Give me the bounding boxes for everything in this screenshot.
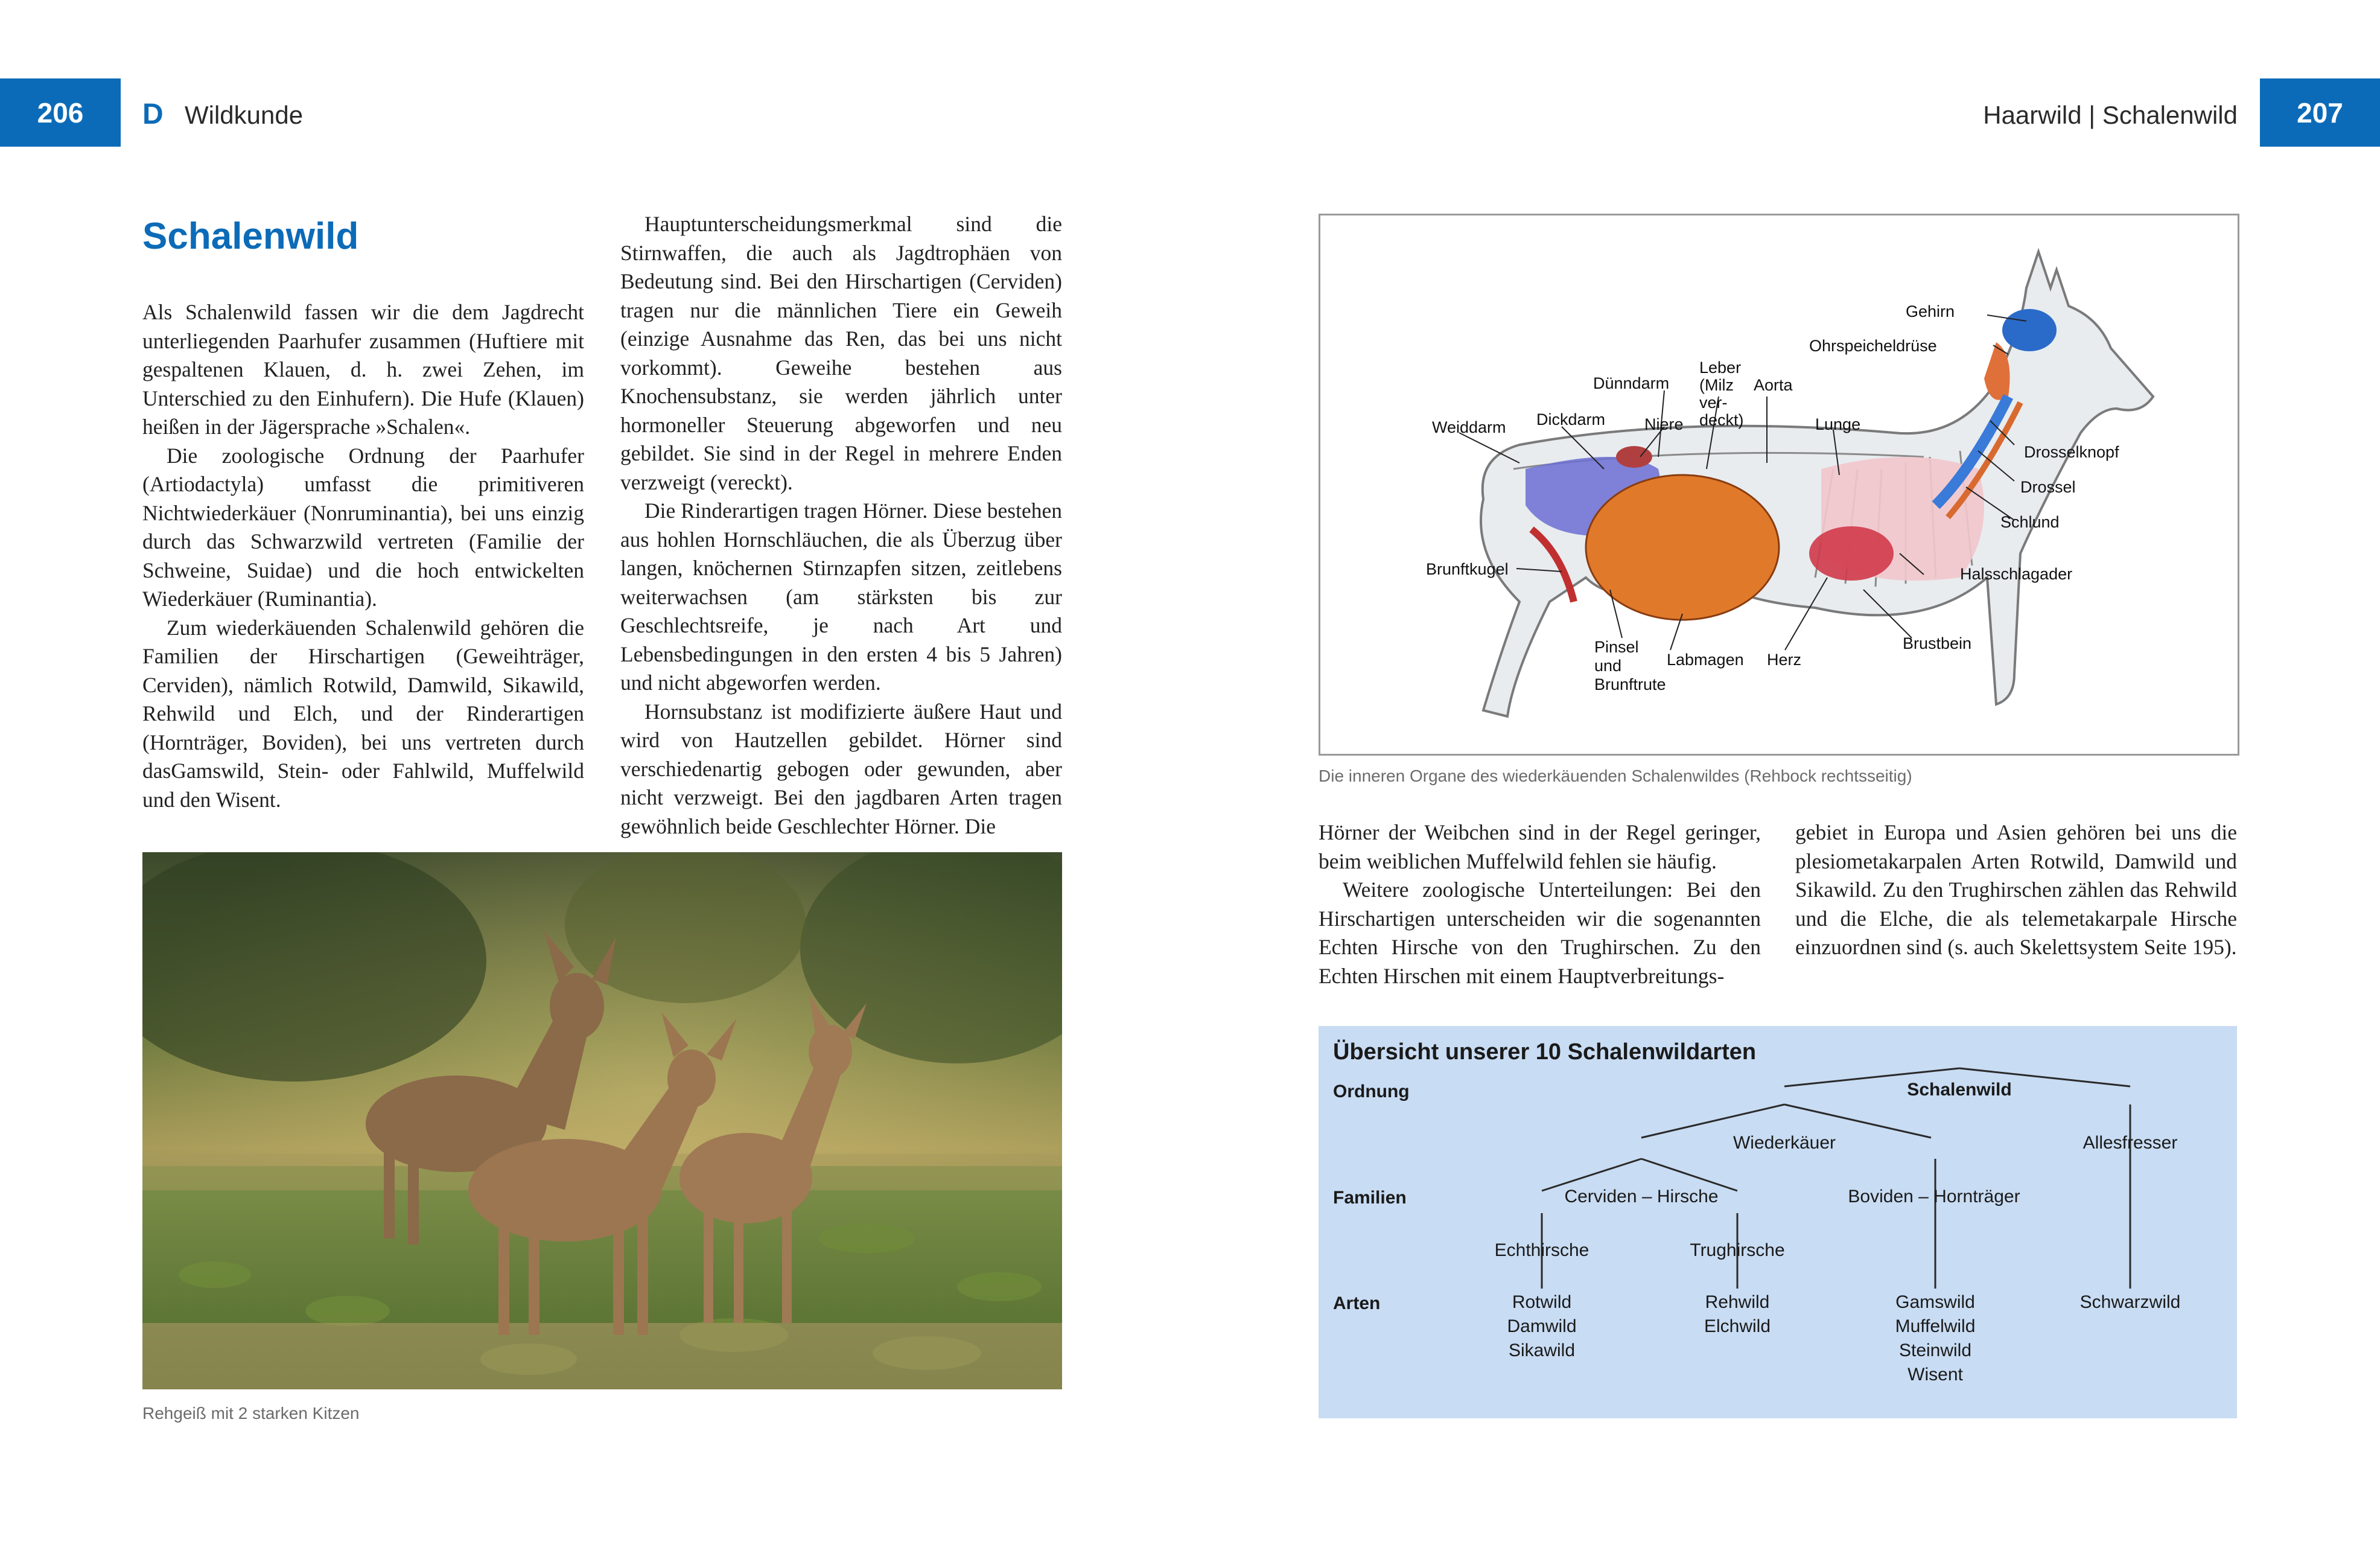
node-cerviden: Cerviden – Hirsche bbox=[1564, 1187, 1719, 1206]
text-column-2 bbox=[620, 210, 1062, 841]
label-schlund: Schlund bbox=[2000, 513, 2060, 531]
species-group-allesfresser bbox=[2080, 1290, 2181, 1315]
species-group-trughirsche bbox=[1704, 1290, 1771, 1339]
label-dickdarm: Dickdarm bbox=[1536, 410, 1606, 429]
left-page-number bbox=[0, 78, 121, 147]
label-brustbein: Brustbein bbox=[1903, 634, 1972, 652]
section-title: Haarwild | Schalenwild bbox=[1983, 101, 2238, 129]
overview-tree-lines bbox=[1319, 1026, 2237, 1418]
label-duenndarm: Dünndarm bbox=[1593, 374, 1670, 392]
label-leber: Leber (Milz ver- deckt) bbox=[1699, 359, 1744, 429]
text-column-3 bbox=[1319, 818, 1761, 990]
label-drosselknopf: Drosselknopf bbox=[2024, 443, 2119, 461]
text-column-1 bbox=[142, 298, 584, 814]
paragraph: Hornsubstanz ist modifizierte äußere Haut und wird von Hautzellen gebildet. Hörner sind verschiedenartig gebogen oder gewunden, aber nicht verzweigt. Bei den jagdbaren Arten tragen gewöhnlich beide Geschlechter Hörner. Die bbox=[620, 699, 1062, 838]
right-page-number-text: 207 bbox=[2297, 97, 2343, 129]
node-boviden: Boviden – Hornträger bbox=[1848, 1187, 2020, 1206]
chapter-letter: D bbox=[142, 98, 164, 130]
paragraph: gebiet in Europa und Asien gehören bei uns die plesiometakarpalen Arten Rotwild, Damwild und Sikawild. Zu den Trughirschen zählen das Rehwild und die Elche, die als telemetakarpale Hirsche einzuordnen sind (s. auch Skelettsystem Seite 195). bbox=[1795, 820, 2237, 959]
species: Rehwild bbox=[1705, 1292, 1770, 1312]
node-schalenwild: Schalenwild bbox=[1907, 1080, 2012, 1100]
paragraph: Weitere zoologische Unterteilungen: Bei den Hirschartigen unterscheiden wir die sogenannten Echten Hirsche von den Trughirschen. Zu den Echten Hirschen mit einem Hauptverbreitungs- bbox=[1319, 878, 1761, 988]
species: Steinwild bbox=[1898, 1340, 1972, 1360]
left-page-number-text: 206 bbox=[37, 97, 84, 129]
label-niere: Niere bbox=[1644, 415, 1684, 433]
species: Schwarzwild bbox=[2079, 1292, 2181, 1312]
anatomy-illustration bbox=[1320, 215, 2238, 754]
paragraph: Hauptunterscheidungsmerkmal sind die Stirnwaffen, die auch als Jagdtrophäen von Bedeutung sind. Bei den Hirschartigen (Cerviden) tragen nur die männlichen Tiere ein Geweih (einzige Ausnahme das Ren, das bei uns nicht vorkommt). Geweihe bestehen aus Knochensubstanz, sie werden jährlich unter hormoneller Steuerung abgeworfen und neu gebildet. Sie sind in der Regel in mehrere Enden verzweigt (vereckt). bbox=[620, 212, 1062, 494]
node-echthirsche: Echthirsche bbox=[1494, 1240, 1589, 1260]
label-gehirn: Gehirn bbox=[1906, 302, 1955, 320]
paragraph: Als Schalenwild fassen wir die dem Jagdrecht unterliegenden Paarhufer zusammen (Huftiere mit gespaltenen Klauen, d. h. zwei Zehen, im Unterschied zu den Einhufern). Die Hufe (Klauen) heißen in der Jägersprache »Schalen«. bbox=[142, 300, 584, 439]
label-aorta: Aorta bbox=[1754, 376, 1793, 394]
label-herz: Herz bbox=[1767, 651, 1802, 669]
anatomy-caption: Die inneren Organe des wiederkäuenden Schalenwildes (Rehbock rechtsseitig) bbox=[1319, 766, 1912, 785]
species: Rotwild bbox=[1512, 1292, 1572, 1312]
overview-box bbox=[1319, 1026, 2237, 1418]
species: Gamswild bbox=[1895, 1292, 1975, 1312]
species: Sikawild bbox=[1508, 1340, 1576, 1360]
page-title: Schalenwild bbox=[142, 215, 359, 257]
row-label-familien: Familien bbox=[1333, 1188, 1407, 1208]
paragraph: Die zoologische Ordnung der Paarhufer (Artiodactyla) umfasst die primitiveren Nichtwiederkäuer (Nonruminantia), bei uns einzig durch das Schwarzwild vertreten (Familie der Schweine, Suidae) und die hoch entwickelten Wiederkäuer (Ruminantia). bbox=[142, 443, 584, 611]
paragraph: Die Rinderartigen tragen Hörner. Diese bestehen aus hohlen Hornschläuchen, die als Überzug über langen, knöchernen Stirnzapfen sitzen, zeitlebens weiterwachsen (am stärksten bis zur Geschlechtsreife, je nach Art und Lebensbedingungen in den ersten 4 bis 5 Jahren) und nicht abgeworfen werden. bbox=[620, 499, 1062, 695]
deer-photo-illustration bbox=[142, 852, 1062, 1389]
node-trughirsche: Trughirsche bbox=[1690, 1240, 1785, 1260]
label-lunge: Lunge bbox=[1815, 415, 1861, 433]
species: Damwild bbox=[1507, 1316, 1577, 1336]
label-brunftkugel: Brunftkugel bbox=[1426, 560, 1509, 578]
paragraph: Hörner der Weibchen sind in der Regel geringer, beim weiblichen Muffelwild fehlen sie häufig. bbox=[1319, 820, 1761, 873]
label-ohrspeicheldruese: Ohrspeicheldrüse bbox=[1809, 337, 1937, 355]
label-weiddarm: Weiddarm bbox=[1432, 418, 1506, 436]
anatomy-figure bbox=[1319, 214, 2239, 756]
row-label-arten: Arten bbox=[1333, 1293, 1381, 1313]
right-page-number bbox=[2260, 78, 2380, 147]
node-allesfresser: Allesfresser bbox=[2082, 1133, 2178, 1153]
text-column-4 bbox=[1795, 818, 2237, 962]
species: Elchwild bbox=[1704, 1316, 1771, 1336]
species-group-boviden bbox=[1895, 1290, 1976, 1387]
label-halsschlagader: Halsschlagader bbox=[1960, 565, 2073, 583]
deer-photo bbox=[142, 852, 1062, 1389]
species: Wisent bbox=[1908, 1365, 1963, 1385]
label-drossel: Drossel bbox=[2020, 478, 2076, 496]
node-wiederkaeuer: Wiederkäuer bbox=[1732, 1133, 1836, 1153]
photo-caption: Rehgeiß mit 2 starken Kitzen bbox=[142, 1404, 360, 1423]
species: Muffelwild bbox=[1895, 1316, 1976, 1336]
label-pinsel: Pinsel und Brunftrute bbox=[1594, 638, 1666, 693]
chapter-title: Wildkunde bbox=[185, 101, 304, 129]
species-group-echthirsche bbox=[1507, 1290, 1576, 1363]
paragraph: Zum wiederkäuenden Schalenwild gehören die Familien der Hirschartigen (Geweihträger, Cerviden), nämlich Rotwild, Damwild, Sikawild, Rehwild und Elch, und der Rinderartigen (Hornträger, Boviden), bei uns vertreten durch dasGamswild, Stein- oder Fahlwild, Muffelwild und den Wisent. bbox=[142, 615, 584, 812]
row-label-ordnung: Ordnung bbox=[1333, 1082, 1410, 1101]
overview-title: Übersicht unserer 10 Schalenwildarten bbox=[1333, 1039, 1757, 1065]
label-labmagen: Labmagen bbox=[1667, 651, 1744, 669]
